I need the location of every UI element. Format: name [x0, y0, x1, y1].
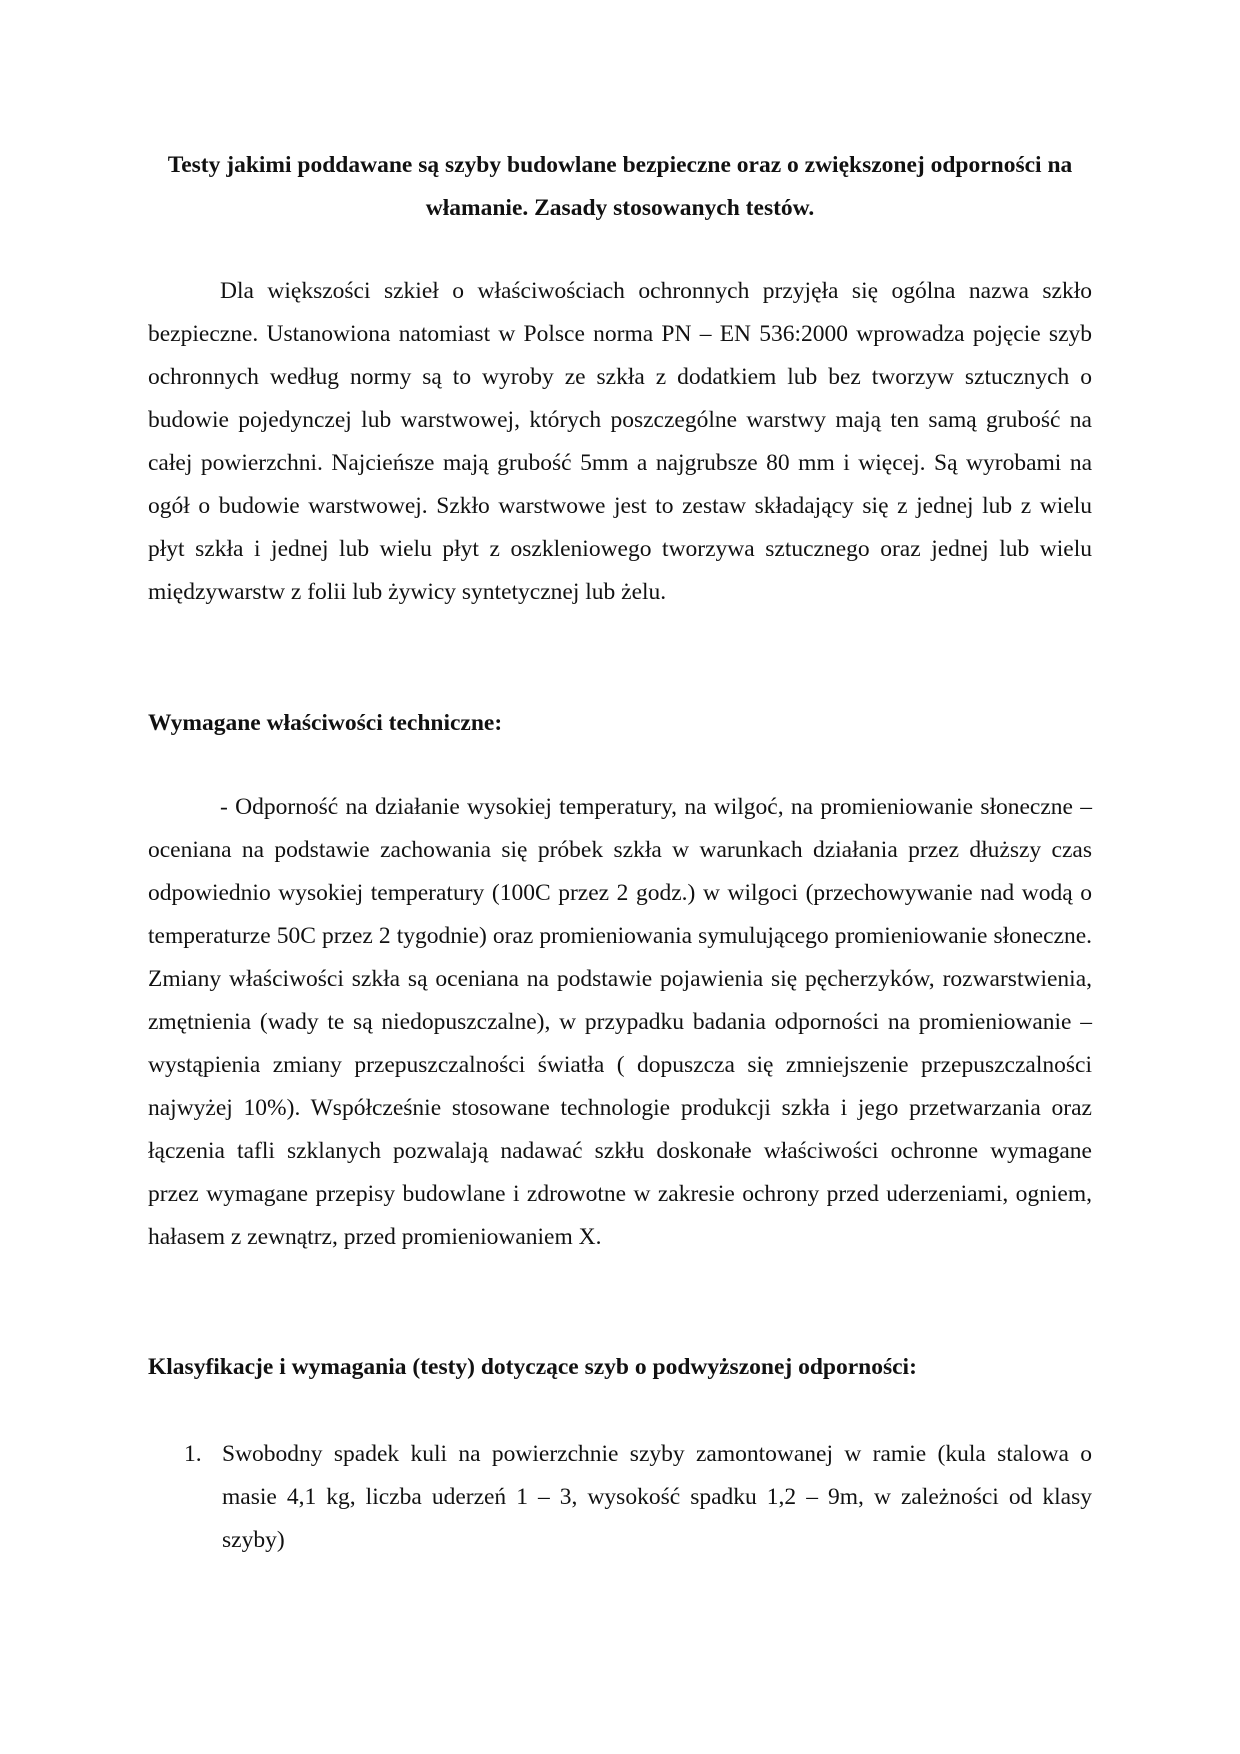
list-item	[148, 1433, 1092, 1562]
list-item-text: Swobodny spadek kuli na powierzchnie szyby zamontowanej w ramie (kula stalowa o masie 4,1 kg, liczba uderzeń 1 – 3, wysokość spadku 1,2 – 9m, w zależności od klasy szyby)	[222, 1441, 1092, 1553]
section-heading-classification: Klasyfikacje i wymagania (testy) dotyczące szyb o podwyższonej odporności:	[148, 1354, 917, 1380]
technical-properties-paragraph: - Odporność na działanie wysokiej temperatury, na wilgoć, na promieniowanie słoneczne – oceniana na podstawie zachowania się próbek szkła w warunkach działania przez dłuższy czas odpowiednio wysokiej temperatury (100C przez 2 godz.) w wilgoci (przechowywanie nad wodą o temperaturze 50C przez 2 tygodnie) oraz promieniowania symulującego promieniowanie słoneczne. Zmiany właściwości szkła są oceniana na podstawie pojawienia się pęcherzyków, rozwarstwienia, zmętnienia (wady te są niedopuszczalne), w przypadku badania odporności na promieniowanie – wystąpienia zmiany przepuszczalności światła ( dopuszcza się zmniejszenie przepuszczalności najwyżej 10%). Współcześnie stosowane technologie produkcji szkła i jego przetwarzania oraz łączenia tafli szklanych pozwalają nadawać szkłu doskonałe właściwości ochronne wymagane przez wymagane przepisy budowlane i zdrowotne w zakresie ochrony przed uderzeniami, ogniem, hałasem z zewnątrz, przed promieniowaniem X.	[148, 794, 1092, 1250]
section-heading-technical-properties: Wymagane właściwości techniczne:	[148, 710, 503, 736]
intro-paragraph: Dla większości szkieł o właściwościach ochronnych przyjęła się ogólna nazwa szkło bezpieczne. Ustanowiona natomiast w Polsce norma PN – EN 536:2000 wprowadza pojęcie szyb ochronnych według normy są to wyroby ze szkła z dodatkiem lub bez tworzyw sztucznych o budowie pojedynczej lub warstwowej, których poszczególne warstwy mają ten samą grubość na całej powierzchni. Najcieńsze mają grubość 5mm a najgrubsze 80 mm i więcej. Są wyrobami na ogół o budowie warstwowej. Szkło warstwowe jest to zestaw składający się z jednej lub z wielu płyt szkła i jednej lub wielu płyt z oszkleniowego tworzywa sztucznego oraz jednej lub wielu międzywarstw z folii lub żywicy syntetycznej lub żelu.	[148, 278, 1092, 605]
list-item-number: 1.	[184, 1441, 202, 1467]
document-title: Testy jakimi poddawane są szyby budowlane bezpieczne oraz o zwiększonej odporności na włamanie. Zasady stosowanych testów.	[167, 152, 1073, 221]
test-list	[148, 1433, 1092, 1562]
